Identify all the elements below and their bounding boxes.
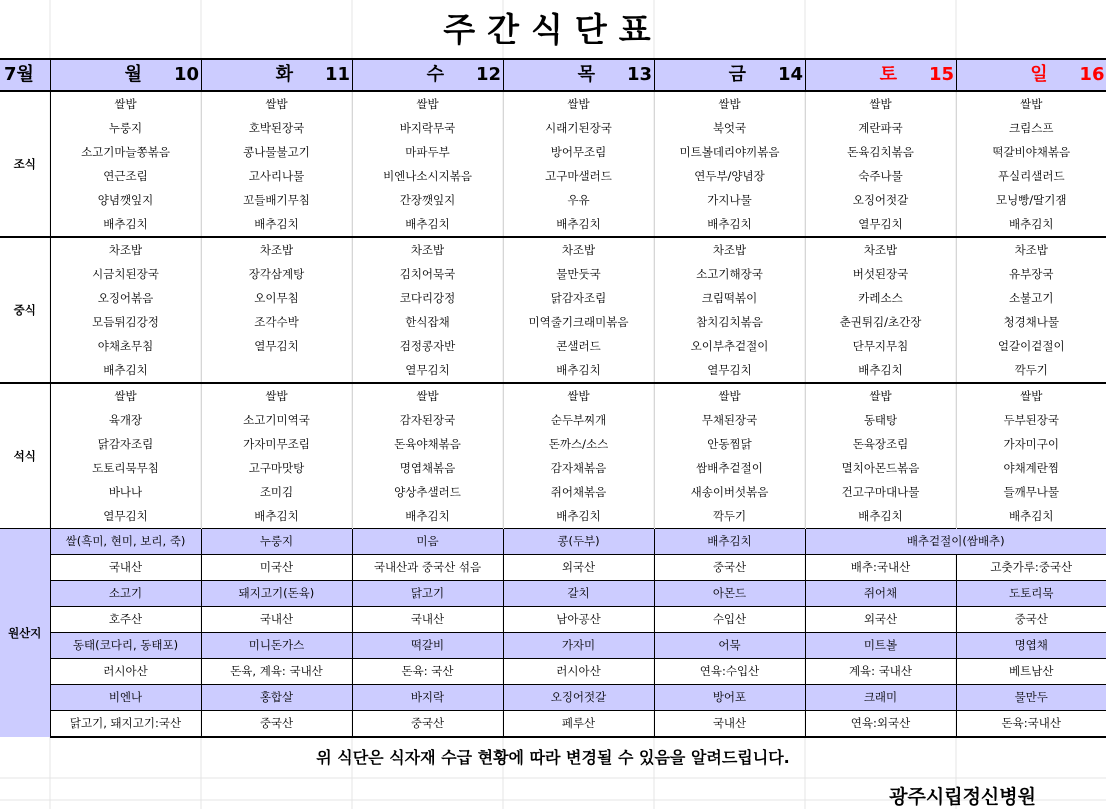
menu-item: 크림스프 xyxy=(956,116,1106,140)
menu-item: 청경채나물 xyxy=(956,310,1106,334)
day-name: 수 xyxy=(426,64,444,85)
origin-item-row xyxy=(0,529,1106,555)
menu-item: 배추김치 xyxy=(352,212,503,237)
origin-country: 외국산 xyxy=(805,607,956,633)
breakfast-row xyxy=(0,116,1106,140)
day-number: 11 xyxy=(324,64,350,85)
dinner-row xyxy=(0,504,1106,529)
menu-item: 차조밥 xyxy=(503,237,654,262)
breakfast-row xyxy=(0,212,1106,237)
day-number: 16 xyxy=(1079,64,1105,85)
menu-item: 참치김치볶음 xyxy=(654,310,805,334)
menu-item: 무채된장국 xyxy=(654,408,805,432)
origin-item: 물만두 xyxy=(956,685,1106,711)
menu-item: 들깨무나물 xyxy=(956,480,1106,504)
menu-item: 방어무조림 xyxy=(503,140,654,164)
origin-country: 러시아산 xyxy=(503,659,654,685)
menu-item: 배추김치 xyxy=(805,504,956,529)
menu-item: 건고구마대나물 xyxy=(805,480,956,504)
origin-country-row xyxy=(0,607,1106,633)
menu-item: 차조밥 xyxy=(956,237,1106,262)
menu-item: 순두부찌개 xyxy=(503,408,654,432)
day-header xyxy=(503,59,654,91)
menu-item: 카레소스 xyxy=(805,286,956,310)
menu-item: 양상추샐러드 xyxy=(352,480,503,504)
origin-item: 떡갈비 xyxy=(352,633,503,659)
menu-item: 배추김치 xyxy=(201,212,352,237)
lunch-label: 중식 xyxy=(0,237,50,383)
origin-item: 미음 xyxy=(352,529,503,555)
origin-country: 중국산 xyxy=(201,711,352,738)
origin-item: 돼지고기(돈육) xyxy=(201,581,352,607)
menu-item: 소불고기 xyxy=(956,286,1106,310)
lunch-row xyxy=(0,334,1106,358)
origin-country: 러시아산 xyxy=(50,659,201,685)
menu-item: 계란파국 xyxy=(805,116,956,140)
menu-item: 쌀밥 xyxy=(352,383,503,408)
origin-item: 바지락 xyxy=(352,685,503,711)
origin-country: 돈육:국내산 xyxy=(956,711,1106,738)
origin-country: 돈육, 계육: 국내산 xyxy=(201,659,352,685)
day-number: 13 xyxy=(626,64,652,85)
day-header xyxy=(352,59,503,91)
menu-item: 멸치아몬드볶음 xyxy=(805,456,956,480)
menu-item: 차조밥 xyxy=(50,237,201,262)
menu-item: 바나나 xyxy=(50,480,201,504)
menu-item: 쌀밥 xyxy=(50,383,201,408)
origin-item: 미트볼 xyxy=(805,633,956,659)
menu-item: 유부장국 xyxy=(956,262,1106,286)
menu-item: 배추김치 xyxy=(503,212,654,237)
menu-item: 콩나물불고기 xyxy=(201,140,352,164)
origin-item: 쌀(흑미, 현미, 보리, 죽) xyxy=(50,529,201,555)
menu-item: 연근조림 xyxy=(50,164,201,188)
dinner-row xyxy=(0,432,1106,456)
lunch-row xyxy=(0,262,1106,286)
breakfast-row xyxy=(0,188,1106,212)
origin-country: 국내산과 중국산 섞음 xyxy=(352,555,503,581)
dinner-row xyxy=(0,480,1106,504)
menu-item: 열무김치 xyxy=(352,358,503,383)
menu-item: 배추김치 xyxy=(956,212,1106,237)
menu-item: 푸실리샐러드 xyxy=(956,164,1106,188)
breakfast-label: 조식 xyxy=(0,91,50,237)
menu-item: 북엇국 xyxy=(654,116,805,140)
origin-item: 소고기 xyxy=(50,581,201,607)
menu-item: 열무김치 xyxy=(654,358,805,383)
menu-item: 배추김치 xyxy=(654,212,805,237)
menu-item: 차조밥 xyxy=(805,237,956,262)
menu-item: 배추김치 xyxy=(352,504,503,529)
menu-item: 조미김 xyxy=(201,480,352,504)
origin-country-row xyxy=(0,711,1106,738)
menu-item: 누룽지 xyxy=(50,116,201,140)
menu-item: 돈까스/소스 xyxy=(503,432,654,456)
origin-country: 중국산 xyxy=(956,607,1106,633)
menu-item: 모듬튀김강정 xyxy=(50,310,201,334)
origin-country: 국내산 xyxy=(50,555,201,581)
origin-item: 동태(코다리, 동태포) xyxy=(50,633,201,659)
origin-country: 페루산 xyxy=(503,711,654,738)
menu-item: 동태탕 xyxy=(805,408,956,432)
day-header xyxy=(956,59,1106,91)
menu-item: 꼬들배기무침 xyxy=(201,188,352,212)
menu-item: 배추김치 xyxy=(503,358,654,383)
menu-item: 쌀밥 xyxy=(503,383,654,408)
menu-item: 쌀밥 xyxy=(805,91,956,116)
menu-item: 오징어볶음 xyxy=(50,286,201,310)
menu-item: 쌀밥 xyxy=(201,383,352,408)
page-title: 주간식단표 xyxy=(443,10,663,49)
menu-item: 감자된장국 xyxy=(352,408,503,432)
origin-country: 미국산 xyxy=(201,555,352,581)
menu-item: 모닝빵/딸기잼 xyxy=(956,188,1106,212)
menu-item: 크림떡볶이 xyxy=(654,286,805,310)
menu-item: 춘권튀김/초간장 xyxy=(805,310,956,334)
menu-item: 한식잡채 xyxy=(352,310,503,334)
origin-country: 남아공산 xyxy=(503,607,654,633)
origin-country: 배추:국내산 xyxy=(805,555,956,581)
origin-item: 아몬드 xyxy=(654,581,805,607)
day-name: 월 xyxy=(124,64,142,85)
menu-item: 떡갈비야채볶음 xyxy=(956,140,1106,164)
menu-item: 두부된장국 xyxy=(956,408,1106,432)
menu-item: 얼갈이겉절이 xyxy=(956,334,1106,358)
hospital-name: 광주시립정신병원 xyxy=(889,786,1036,808)
menu-item: 돈육장조림 xyxy=(805,432,956,456)
menu-item: 깍두기 xyxy=(654,504,805,529)
menu-item: 새송이버섯볶음 xyxy=(654,480,805,504)
lunch-row xyxy=(0,286,1106,310)
menu-item: 시금치된장국 xyxy=(50,262,201,286)
menu-item: 육개장 xyxy=(50,408,201,432)
breakfast-row xyxy=(0,91,1106,116)
origin-item: 배추겉절이(쌈배추) xyxy=(805,529,1106,555)
breakfast-row xyxy=(0,140,1106,164)
origin-item: 누룽지 xyxy=(201,529,352,555)
dinner-label: 석식 xyxy=(0,383,50,529)
day-name: 토 xyxy=(879,64,897,85)
menu-item: 고사리나물 xyxy=(201,164,352,188)
menu-item: 닭감자조림 xyxy=(50,432,201,456)
origin-country: 돈육: 국산 xyxy=(352,659,503,685)
day-number: 14 xyxy=(777,64,803,85)
origin-country: 수입산 xyxy=(654,607,805,633)
menu-item: 배추김치 xyxy=(50,358,201,383)
menu-item: 숙주나물 xyxy=(805,164,956,188)
origin-item: 크래미 xyxy=(805,685,956,711)
menu-item: 버섯된장국 xyxy=(805,262,956,286)
menu-item: 물만둣국 xyxy=(503,262,654,286)
menu-item: 배추김치 xyxy=(50,212,201,237)
menu-item: 배추김치 xyxy=(956,504,1106,529)
origin-item: 닭고기 xyxy=(352,581,503,607)
menu-item: 바지락무국 xyxy=(352,116,503,140)
origin-country: 호주산 xyxy=(50,607,201,633)
lunch-row xyxy=(0,358,1106,383)
origin-item: 도토리묵 xyxy=(956,581,1106,607)
origin-country: 국내산 xyxy=(201,607,352,633)
origin-item: 방어포 xyxy=(654,685,805,711)
day-header xyxy=(654,59,805,91)
menu-item: 차조밥 xyxy=(352,237,503,262)
menu-item: 오이무침 xyxy=(201,286,352,310)
menu-item: 열무김치 xyxy=(805,212,956,237)
menu-item: 배추김치 xyxy=(805,358,956,383)
origin-item: 미니돈가스 xyxy=(201,633,352,659)
origin-country-row xyxy=(0,555,1106,581)
day-header xyxy=(805,59,956,91)
menu-item: 배추김치 xyxy=(503,504,654,529)
menu-item: 장각삼계탕 xyxy=(201,262,352,286)
menu-item: 우유 xyxy=(503,188,654,212)
origin-country: 베트남산 xyxy=(956,659,1106,685)
menu-item: 쥐어채볶음 xyxy=(503,480,654,504)
origin-country: 고춧가루:중국산 xyxy=(956,555,1106,581)
origin-country: 연육:수입산 xyxy=(654,659,805,685)
menu-item: 간장깻잎지 xyxy=(352,188,503,212)
day-name: 일 xyxy=(1030,64,1048,85)
menu-item: 미트볼데리야끼볶음 xyxy=(654,140,805,164)
menu-item: 가자미구이 xyxy=(956,432,1106,456)
origin-item: 명엽채 xyxy=(956,633,1106,659)
origin-country: 국내산 xyxy=(654,711,805,738)
origin-item: 어묵 xyxy=(654,633,805,659)
origin-item: 배추김치 xyxy=(654,529,805,555)
menu-item: 차조밥 xyxy=(654,237,805,262)
menu-item: 열무김치 xyxy=(50,504,201,529)
menu-item: 오이부추겉절이 xyxy=(654,334,805,358)
origin-item: 갈치 xyxy=(503,581,654,607)
menu-item: 오징어젓갈 xyxy=(805,188,956,212)
menu-item: 깍두기 xyxy=(956,358,1106,383)
origin-item: 쥐어채 xyxy=(805,581,956,607)
origin-item: 콩(두부) xyxy=(503,529,654,555)
menu-item: 쌀밥 xyxy=(654,91,805,116)
dinner-row xyxy=(0,383,1106,408)
menu-item: 연두부/양념장 xyxy=(654,164,805,188)
day-header xyxy=(50,59,201,91)
menu-item: 쌀밥 xyxy=(805,383,956,408)
menu-item: 단무지무침 xyxy=(805,334,956,358)
menu-item: 돈육김치볶음 xyxy=(805,140,956,164)
menu-item: 쌀밥 xyxy=(50,91,201,116)
menu-item: 안동찜닭 xyxy=(654,432,805,456)
day-name: 금 xyxy=(728,64,746,85)
menu-item: 콘샐러드 xyxy=(503,334,654,358)
day-name: 목 xyxy=(577,64,595,85)
menu-item: 쌈배추겉절이 xyxy=(654,456,805,480)
origin-country: 중국산 xyxy=(654,555,805,581)
breakfast-row xyxy=(0,164,1106,188)
menu-item: 야채계란찜 xyxy=(956,456,1106,480)
menu-item: 쌀밥 xyxy=(654,383,805,408)
menu-item: 코다리강정 xyxy=(352,286,503,310)
origin-item-row xyxy=(0,633,1106,659)
menu-item: 돈육야채볶음 xyxy=(352,432,503,456)
menu-item: 조각수박 xyxy=(201,310,352,334)
origin-country: 닭고기, 돼지고기:국산 xyxy=(50,711,201,738)
menu-item: 차조밥 xyxy=(201,237,352,262)
origin-country: 연육:외국산 xyxy=(805,711,956,738)
menu-item: 시래기된장국 xyxy=(503,116,654,140)
change-notice: 위 식단은 식자재 수급 현황에 따라 변경될 수 있음을 알려드립니다. xyxy=(316,748,790,767)
lunch-row xyxy=(0,237,1106,262)
origin-item: 홍합살 xyxy=(201,685,352,711)
day-header-row xyxy=(0,59,1106,91)
menu-item: 소고기마늘쫑볶음 xyxy=(50,140,201,164)
month-label: 7월 xyxy=(0,59,50,91)
dinner-row xyxy=(0,408,1106,432)
menu-item: 감자채볶음 xyxy=(503,456,654,480)
menu-item: 쌀밥 xyxy=(201,91,352,116)
menu-table xyxy=(0,58,1106,738)
menu-item: 쌀밥 xyxy=(352,91,503,116)
day-number: 10 xyxy=(173,64,199,85)
menu-item: 소고기미역국 xyxy=(201,408,352,432)
menu-item: 김치어묵국 xyxy=(352,262,503,286)
menu-item: 소고기해장국 xyxy=(654,262,805,286)
lunch-row xyxy=(0,310,1106,334)
menu-item: 쌀밥 xyxy=(503,91,654,116)
menu-item: 가지나물 xyxy=(654,188,805,212)
menu-item: 명엽채볶음 xyxy=(352,456,503,480)
origin-item: 가자미 xyxy=(503,633,654,659)
origin-item-row xyxy=(0,685,1106,711)
menu-item: 검정콩자반 xyxy=(352,334,503,358)
menu-item: 야채초무침 xyxy=(50,334,201,358)
menu-item xyxy=(201,358,352,383)
menu-item: 호박된장국 xyxy=(201,116,352,140)
menu-item: 고구마샐러드 xyxy=(503,164,654,188)
menu-item: 배추김치 xyxy=(201,504,352,529)
menu-item: 고구마맛탕 xyxy=(201,456,352,480)
menu-item: 쌀밥 xyxy=(956,383,1106,408)
menu-item: 비엔나소시지볶음 xyxy=(352,164,503,188)
origin-label: 원산지 xyxy=(0,529,50,738)
menu-item: 양념깻잎지 xyxy=(50,188,201,212)
day-number: 12 xyxy=(475,64,501,85)
menu-item: 미역줄기크래미볶음 xyxy=(503,310,654,334)
menu-item: 도토리묵무침 xyxy=(50,456,201,480)
menu-item: 마파두부 xyxy=(352,140,503,164)
origin-country: 외국산 xyxy=(503,555,654,581)
menu-item: 쌀밥 xyxy=(956,91,1106,116)
menu-item: 닭감자조림 xyxy=(503,286,654,310)
day-name: 화 xyxy=(275,64,293,85)
origin-country: 국내산 xyxy=(352,607,503,633)
origin-item-row xyxy=(0,581,1106,607)
menu-item: 열무김치 xyxy=(201,334,352,358)
day-number: 15 xyxy=(928,64,954,85)
origin-country-row xyxy=(0,659,1106,685)
origin-country: 계육: 국내산 xyxy=(805,659,956,685)
origin-country: 중국산 xyxy=(352,711,503,738)
dinner-row xyxy=(0,456,1106,480)
origin-item: 비엔나 xyxy=(50,685,201,711)
origin-item: 오징어젓갈 xyxy=(503,685,654,711)
menu-item: 가자미무조림 xyxy=(201,432,352,456)
day-header xyxy=(201,59,352,91)
